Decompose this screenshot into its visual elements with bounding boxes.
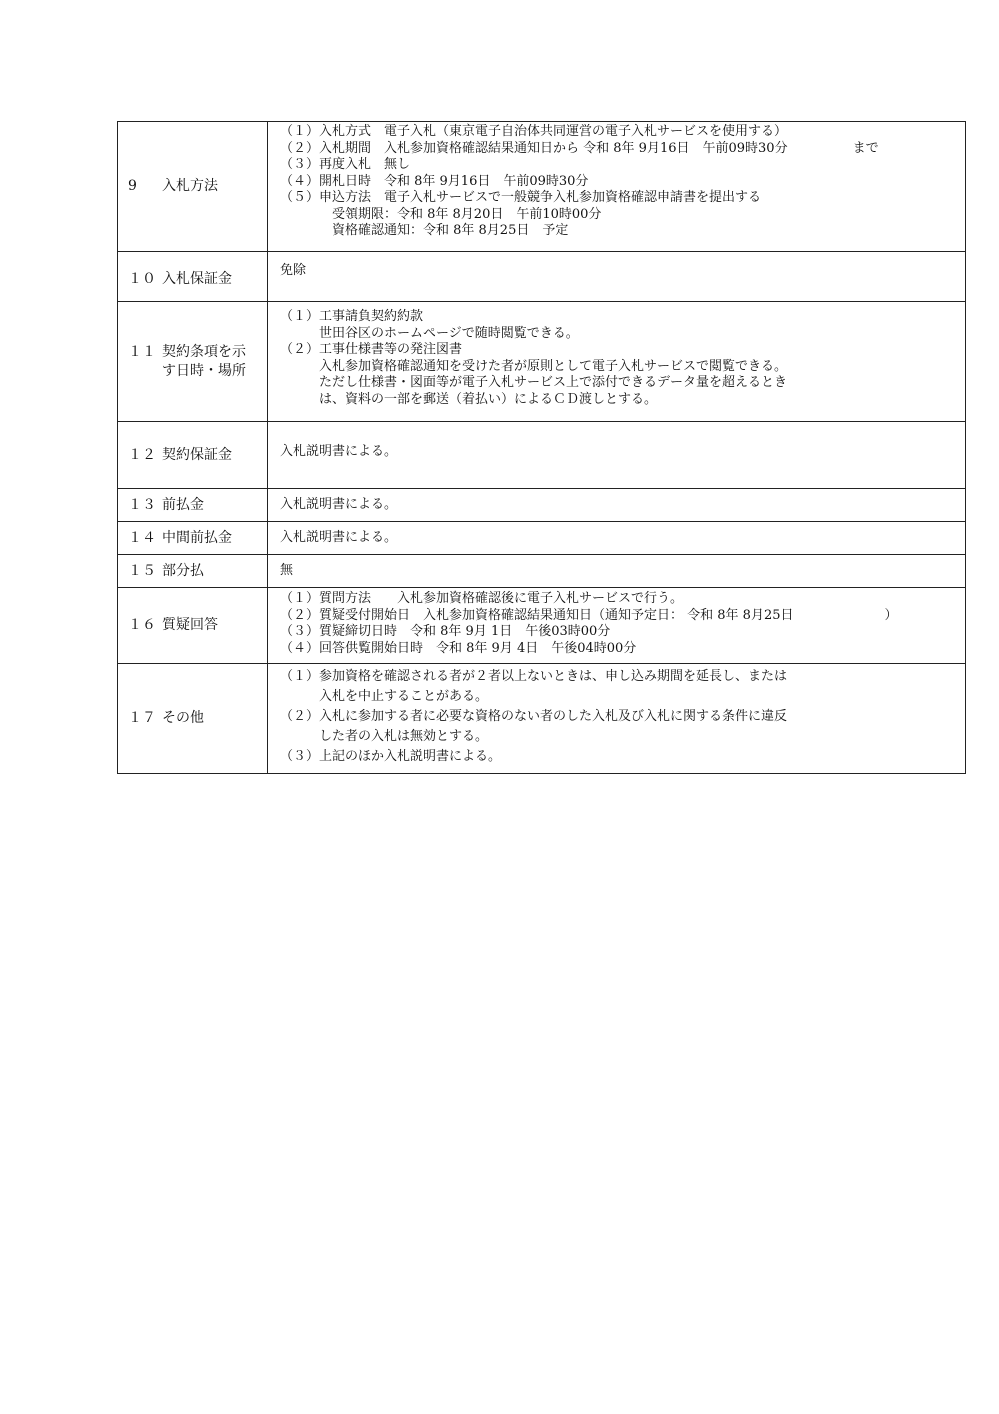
- row-label: 前払金: [162, 496, 204, 513]
- row-label: 部分払: [162, 562, 204, 579]
- table-row-10: [118, 251, 965, 301]
- content-line: 資格確認通知：令和 8年 8月25日 予定: [280, 223, 569, 238]
- row-content-cell: [268, 122, 965, 251]
- table-row-14: [118, 521, 965, 554]
- content-line: （１）質問方法 入札参加資格確認後に電子入札サービスで行う。: [280, 591, 684, 606]
- table-row-15: [118, 554, 965, 587]
- row-label: 中間前払金: [162, 529, 232, 546]
- row-number: １５: [128, 562, 156, 579]
- row-label: 質疑回答: [162, 617, 218, 633]
- content-line: （２）入札期間 入札参加資格確認結果通知日から 令和 8年 9月16日 午前09時30分 まで: [280, 140, 879, 156]
- row-content-cell: [268, 588, 965, 663]
- row-number: １２: [128, 446, 156, 463]
- content-line: （１）参加資格を確認される者が２者以上ないときは、申し込み期間を延長し、または: [280, 669, 788, 684]
- table-row-17: [118, 663, 965, 773]
- table-row-11: [118, 301, 965, 421]
- row-number: １３: [128, 496, 156, 513]
- content-line: （１）工事請負契約約款: [280, 309, 424, 324]
- content-line: （５）申込方法 電子入札サービスで一般競争入札参加資格確認申請書を提出する: [280, 190, 762, 205]
- content-line: 入札説明書による。: [280, 529, 398, 545]
- row-content-cell: [268, 489, 965, 521]
- row-label-cell: [118, 252, 268, 301]
- row-label: 契約条項を示 す日時・場所: [162, 343, 246, 379]
- row-content-cell: [268, 302, 965, 421]
- content-line: （２）質疑受付開始日 入札参加資格確認結果通知日（通知予定日： 令和 8年 8月25日 ）: [280, 607, 898, 623]
- row-label-cell: [118, 664, 268, 773]
- row-content-cell: [268, 252, 965, 301]
- row-label-cell: [118, 489, 268, 521]
- content-line: 無: [280, 562, 294, 578]
- row-label-cell: [118, 522, 268, 554]
- row-label-cell: [118, 122, 268, 251]
- row-label-cell: [118, 422, 268, 488]
- row-number: １７: [128, 710, 156, 726]
- content-line: （２）工事仕様書等の発注図書: [280, 342, 463, 357]
- row-label-cell: [118, 555, 268, 587]
- content-line: （３）上記のほか入札説明書による。: [280, 749, 502, 764]
- row-label-cell: [118, 302, 268, 421]
- content-line: ただし仕様書・図面等が電子入札サービス上で添付できるデータ量を超えるとき: [280, 375, 788, 390]
- table-row-13: [118, 488, 965, 521]
- content-line: （４）回答供覧開始日時 令和 8年 9月 4日 午後04時00分: [280, 640, 637, 656]
- content-line: 免除: [280, 263, 307, 278]
- notice-table: [117, 121, 966, 774]
- row-content-cell: [268, 555, 965, 587]
- content-line: は、資料の一部を郵送（着払い）によるＣＤ渡しとする。: [280, 391, 658, 407]
- row-number: 9: [128, 178, 137, 194]
- row-label: 入札方法: [162, 178, 218, 194]
- row-content-cell: [268, 664, 965, 773]
- row-label: その他: [162, 710, 204, 726]
- content-line: （２）入札に参加する者に必要な資格のない者のした入札及び入札に関する条件に違反: [280, 709, 788, 724]
- table-row-16: [118, 587, 965, 663]
- content-line: 入札説明書による。: [280, 496, 398, 512]
- row-label: 契約保証金: [162, 446, 232, 463]
- row-number: １０: [128, 271, 156, 287]
- content-line: （３）再度入札 無し: [280, 157, 411, 172]
- table-row-9: [118, 122, 965, 251]
- row-content-cell: [268, 522, 965, 554]
- row-content-cell: [268, 422, 965, 488]
- row-number: １６: [128, 617, 156, 633]
- row-label: 入札保証金: [162, 271, 232, 287]
- table-row-12: [118, 421, 965, 488]
- content-line: 世田谷区のホームページで随時閲覧できる。: [280, 325, 579, 341]
- row-label-cell: [118, 588, 268, 663]
- content-line: 入札参加資格確認通知を受けた者が原則として電子入札サービスで閲覧できる。: [280, 358, 788, 374]
- content-line: （１）入札方式 電子入札（東京電子自治体共同運営の電子入札サービスを使用する）: [280, 124, 788, 139]
- content-line: 入札を中止することがある。: [280, 689, 489, 704]
- content-line: 入札説明書による。: [280, 444, 398, 459]
- content-line: 受領期限：令和 8年 8月20日 午前10時00分: [280, 206, 602, 222]
- row-number: １４: [128, 529, 156, 546]
- content-line: （３）質疑締切日時 令和 8年 9月 1日 午後03時00分: [280, 624, 611, 639]
- content-line: （４）開札日時 令和 8年 9月16日 午前09時30分: [280, 173, 589, 189]
- row-number: １１: [128, 343, 156, 360]
- content-line: した者の入札は無効とする。: [280, 729, 489, 744]
